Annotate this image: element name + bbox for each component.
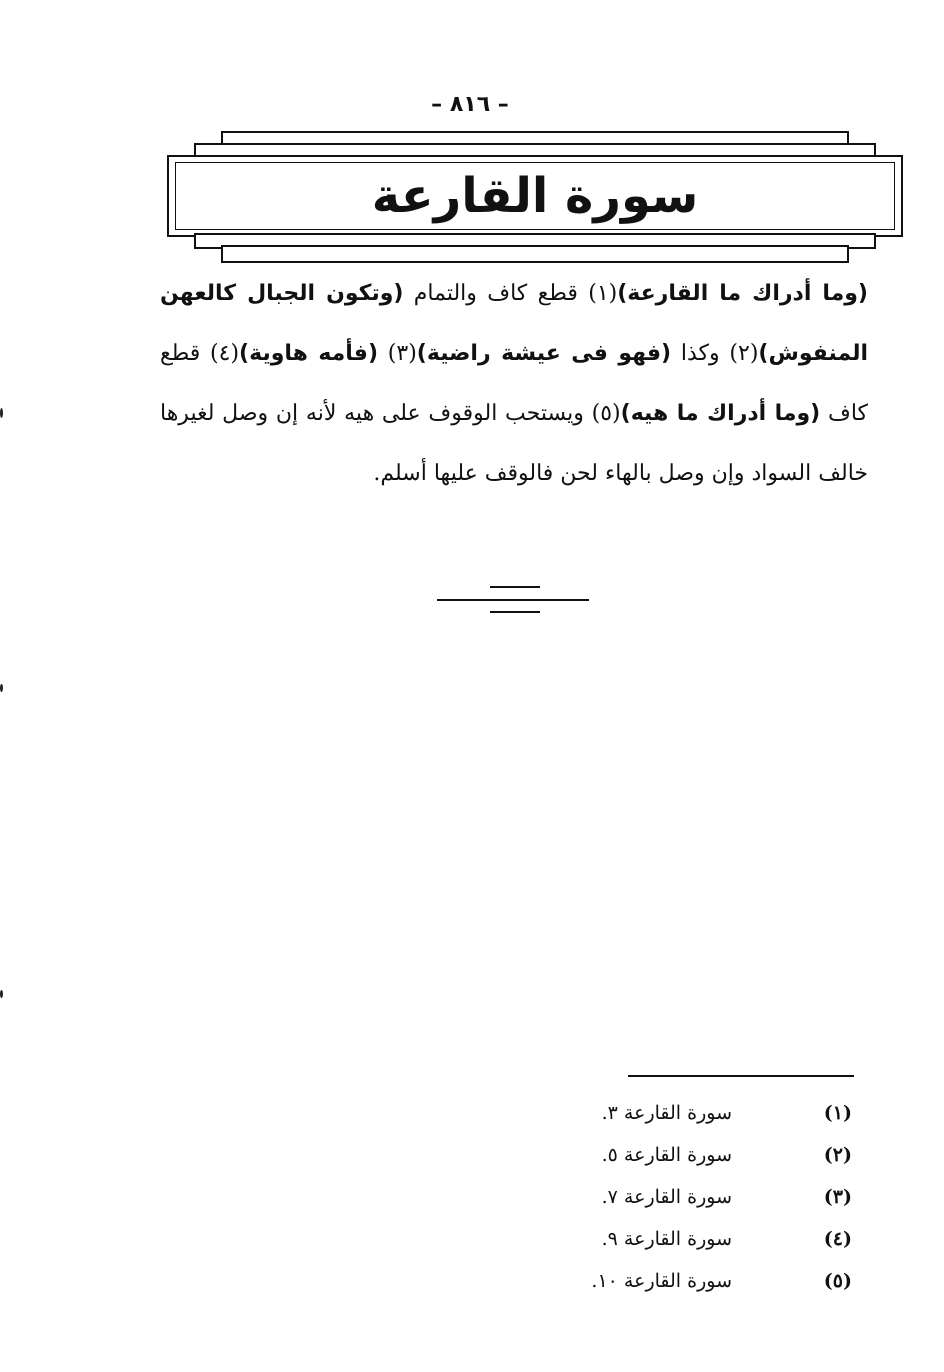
footnote-number: (٥) (823, 1270, 852, 1292)
footnote-item (520, 1176, 852, 1218)
footnote-text: سورة القارعة ١٠. (591, 1270, 732, 1292)
footnote-number: (٣) (823, 1186, 852, 1208)
scan-speck (0, 684, 3, 692)
surah-title: سورة القارعة (371, 168, 699, 224)
footnote-text: سورة القارعة ٣. (601, 1102, 732, 1124)
footnote-item (520, 1260, 852, 1302)
footnote-item (520, 1134, 852, 1176)
commentary-text: (٥) ويستحب الوقوف على هيه لأنه إن وصل لغيرها خالف السواد وإن وصل بالهاء لحن فالوقف عليها أسلم. (160, 401, 868, 486)
quran-quote: (فهو فى عيشة راضية) (416, 341, 672, 366)
commentary-text: (٣) (378, 341, 417, 366)
footnote-number: (٢) (823, 1144, 852, 1166)
quran-quote: (وتكون الجبال كالعهن المنفوش) (160, 281, 868, 366)
footnote-divider (628, 1075, 854, 1077)
section-separator-top (490, 586, 540, 588)
commentary-text: (١) قطع كاف والتمام (403, 281, 618, 306)
footnote-number: (١) (823, 1102, 852, 1124)
section-separator-middle (437, 599, 589, 601)
quran-quote: (وما أدراك ما هيه) (620, 401, 821, 426)
footnote-text: سورة القارعة ٩. (601, 1228, 732, 1250)
commentary-text: (٢) وكذا (671, 341, 759, 366)
footnotes-list (520, 1092, 852, 1302)
title-frame-bottom-outer (221, 245, 849, 263)
footnote-text: سورة القارعة ٥. (601, 1144, 732, 1166)
body-paragraph (160, 264, 868, 504)
scan-speck (0, 408, 3, 418)
page-number: – ٨١٦ – (431, 92, 509, 117)
quran-quote: (فأمه هاوية) (239, 341, 379, 366)
commentary-text: (٤) قطع كاف (160, 341, 868, 426)
scan-speck (0, 990, 3, 998)
footnote-number: (٤) (823, 1228, 852, 1250)
section-separator-bottom (490, 611, 540, 613)
footnote-text: سورة القارعة ٧. (601, 1186, 732, 1208)
quran-quote: (وما أدراك ما القارعة) (617, 281, 868, 306)
title-frame (167, 155, 903, 237)
footnote-item (520, 1092, 852, 1134)
footnote-item (520, 1218, 852, 1260)
